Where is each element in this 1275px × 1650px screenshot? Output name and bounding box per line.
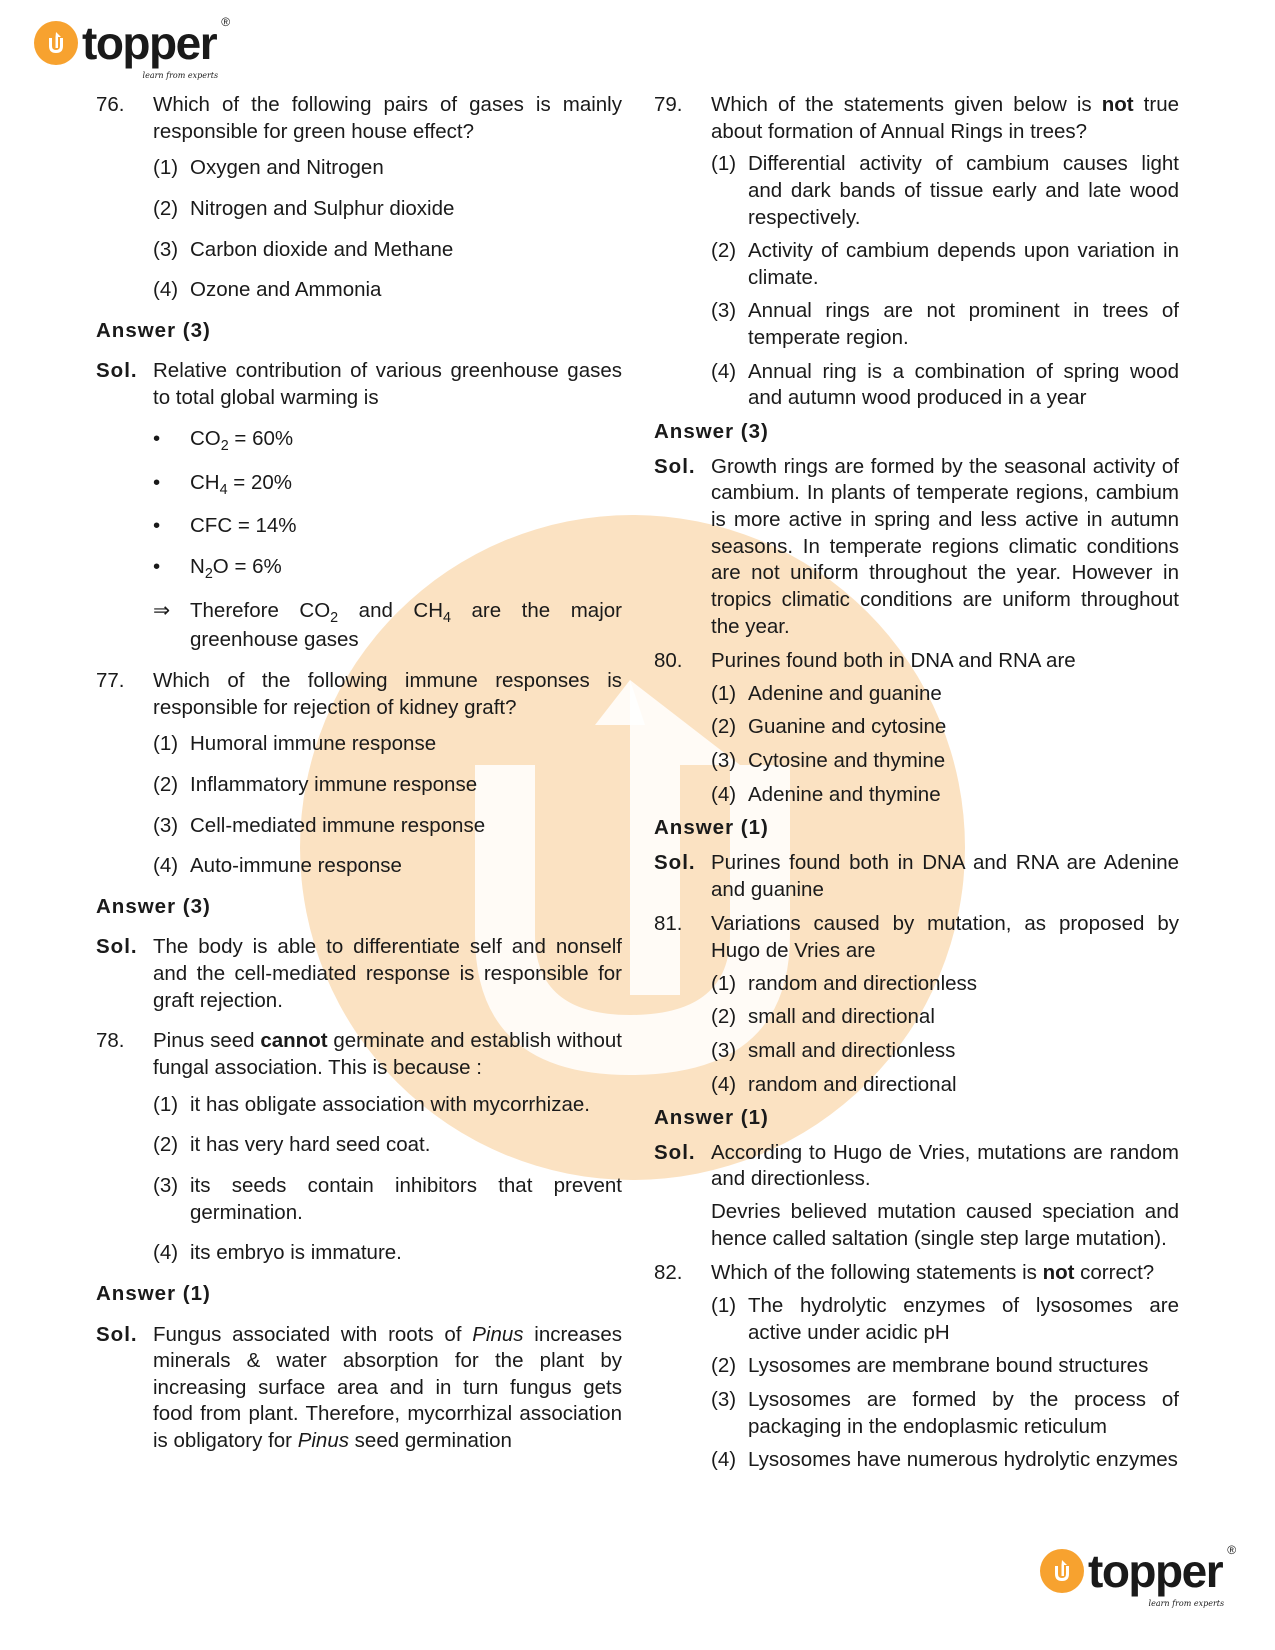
option: (4) Adenine and thymine [711, 782, 941, 806]
bullet-item: • $CH_4 = 20\%$ [153, 470, 292, 498]
bullet-item: • $N_2O = 6\%$ [153, 554, 282, 582]
option: (3) Cell-mediated immune response [153, 813, 486, 837]
bullet-item: • CFC = 14% [153, 514, 297, 538]
option: (2) Lysosomes are membrane bound structures [711, 1354, 1149, 1378]
answer: Answer (3) [96, 894, 211, 918]
question-text: Which of the statements given below is not true about formation of Annual Rings in trees? [711, 93, 1179, 143]
question-number: 77. [96, 668, 125, 692]
option: (3) Lysosomes are formed by the process of packaging in the endoplasmic reticulum [711, 1387, 1179, 1438]
option: (2) it has very hard seed coat. [153, 1133, 431, 1157]
option: (2) Activity of cambium depends upon variation in climate. [711, 239, 1179, 289]
option: (4) Auto-immune response [153, 854, 402, 878]
question-77 [96, 668, 622, 721]
option: (2) Inflammatory immune response [153, 772, 478, 796]
solution: Sol. According to Hugo de Vries, mutations are random and directionless. [654, 1140, 1179, 1191]
solution: Sol. Purines found both in DNA and RNA are Adenine and guanine [654, 851, 1179, 901]
option: (4) its embryo is immature. [153, 1241, 402, 1265]
question-76 [96, 92, 622, 145]
option: (3) Annual rings are not prominent in trees of temperate region. [711, 299, 1179, 350]
question-text: Purines found both in DNA and RNA are [711, 649, 1076, 673]
brand-logo-bottom: topper ® learn from experts [1040, 1548, 1222, 1594]
brand-name: topper [1088, 1545, 1223, 1597]
brand-logo-top: topper ® learn from experts [34, 20, 216, 66]
therefore-line: ⇒ Therefore $CO_2$ and $CH_4$ are the major greenhouse gases [153, 598, 622, 654]
answer: Answer (1) [654, 816, 769, 840]
brand-tagline: learn from experts [1148, 1599, 1225, 1608]
solution-note: Devries believed mutation caused speciation and hence called saltation (single step large mutation). [711, 1200, 1179, 1250]
question-text: Which of the following immune responses is responsible for rejection of kidney graft? [153, 668, 622, 719]
brand-name: topper [82, 17, 217, 69]
brand-tagline: learn from experts [142, 71, 219, 80]
answer: Answer (1) [654, 1106, 769, 1130]
answer: Answer (1) [96, 1281, 211, 1305]
question-text: Variations caused by mutation, as proposed by Hugo de Vries are [711, 912, 1179, 962]
question-text: Pinus seed cannot germinate and establish without fungal association. This is because : [153, 1029, 622, 1080]
option: (1) Adenine and guanine [711, 681, 942, 705]
option: (1) random and directionless [711, 971, 978, 995]
solution: Sol. Growth rings are formed by the seasonal activity of cambium. In plants of temperate regions, cambium is more active in spring and less active in autumn seasons. In temperate regions climatic conditions are not uniform throughout the year. However in tropics climatic conditions are uniform throughout the year. [654, 454, 1179, 638]
option: (3) small and directionless [711, 1038, 956, 1062]
option: (2) Nitrogen and Sulphur dioxide [153, 196, 455, 220]
right-column [654, 92, 1179, 1481]
question-number: 76. [96, 93, 125, 116]
question-number: 81. [654, 912, 683, 936]
brand-u-icon [34, 21, 78, 65]
option: (4) Annual ring is a combination of spring wood and autumn wood produced in a year [711, 359, 1179, 410]
option: (1) Oxygen and Nitrogen [153, 156, 384, 180]
question-text: Which of the following statements is not correct? [711, 1261, 1155, 1285]
left-column [96, 92, 622, 1469]
question-number: 78. [96, 1029, 125, 1053]
implies-arrow-icon: ⇒ [153, 598, 171, 622]
option: (1) The hydrolytic enzymes of lysosomes are active under acidic pH [711, 1293, 1179, 1344]
option: (3) its seeds contain inhibitors that prevent germination. [153, 1173, 622, 1224]
question-number: 82. [654, 1261, 683, 1285]
option: (1) Humoral immune response [153, 732, 437, 756]
option: (4) Lysosomes have numerous hydrolytic enzymes [711, 1448, 1178, 1472]
option: (2) small and directional [711, 1005, 935, 1029]
question-number: 79. [654, 93, 683, 116]
question-number: 80. [654, 649, 683, 673]
option: (1) it has obligate association with mycorrhizae. [153, 1092, 590, 1116]
option: (3) Cytosine and thymine [711, 749, 946, 773]
option: (3) Carbon dioxide and Methane [153, 237, 454, 261]
option: (4) random and directional [711, 1072, 957, 1096]
question-78 [96, 1028, 622, 1081]
option: (1) Differential activity of cambium causes light and dark bands of tissue early and late wood respectively. [711, 152, 1179, 229]
question-79 [654, 92, 1179, 145]
answer: Answer (3) [96, 318, 211, 342]
solution: Sol. The body is able to differentiate self and nonself and the cell-mediated response is responsible for graft rejection. [96, 935, 622, 1012]
option: (4) Ozone and Ammonia [153, 278, 382, 302]
question-text: Which of the following pairs of gases is mainly responsible for green house effect? [153, 93, 622, 143]
brand-u-icon [1040, 1549, 1084, 1593]
solution: Sol. Relative contribution of various greenhouse gases to total global warming is [96, 359, 622, 410]
option: (2) Guanine and cytosine [711, 715, 947, 739]
question-82 [654, 1260, 1179, 1287]
answer: Answer (3) [654, 420, 769, 444]
solution: Sol. Fungus associated with roots of Pinus increases minerals & water absorption for the plant by increasing surface area and in turn fungus gets food from plant. Therefore, mycorrhizal association is obligatory for Pinus seed germination [96, 1322, 622, 1453]
question-80 [654, 648, 1179, 675]
question-81 [654, 911, 1179, 964]
bullet-item: • $CO_2 = 60\%$ [153, 426, 294, 454]
